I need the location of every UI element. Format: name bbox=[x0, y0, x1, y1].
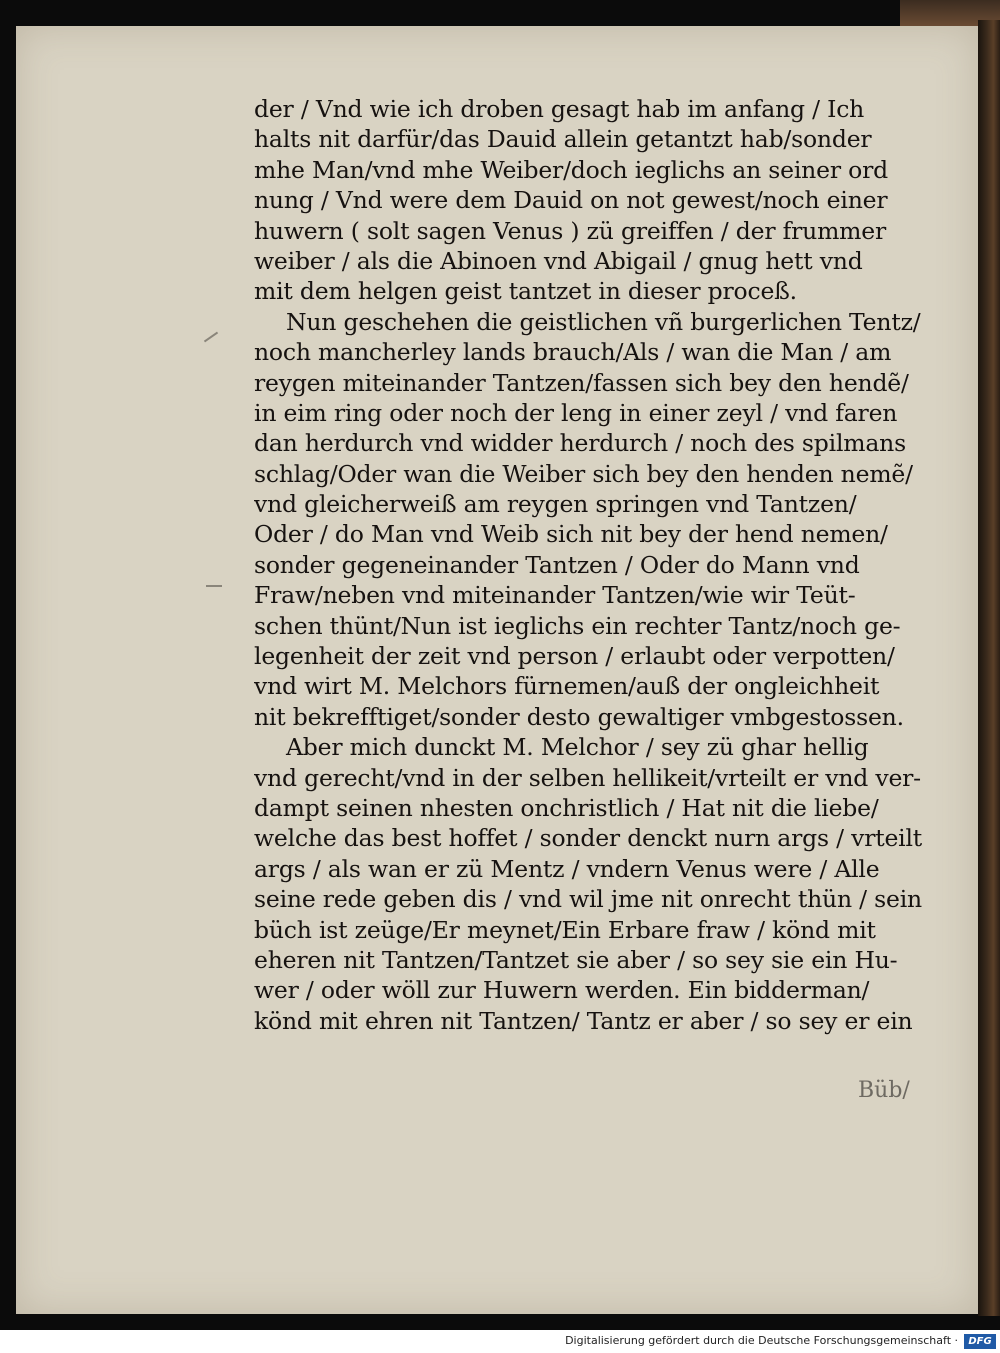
text-line: schen thünt/Nun ist ieglichs ein rechter Tantz/noch ge- bbox=[254, 611, 901, 640]
text-line: vnd gerecht/vnd in der selben hellikeit/vrteilt er vnd ver- bbox=[254, 763, 921, 792]
text-line: vnd gleicherweiß am reygen springen vnd Tantzen/ bbox=[254, 490, 857, 519]
text-line: könd mit ehren nit Tantzen/ Tantz er aber / so sey er ein bbox=[254, 1006, 913, 1035]
text-line: nit bekrefftiget/sonder desto gewaltiger vmbgestossen. bbox=[254, 702, 904, 731]
text-line: mhe Man/vnd mhe Weiber/doch ieglichs an seiner ord bbox=[254, 155, 888, 184]
text-line: der / Vnd wie ich droben gesagt hab im anfang / Ich bbox=[254, 95, 865, 123]
text-line: noch mancherley lands brauch/Als / wan die Man / am bbox=[254, 338, 892, 367]
text-line: reygen miteinander Tantzen/fassen sich bey den hendẽ/ bbox=[254, 368, 909, 397]
page-edge bbox=[978, 20, 1000, 1316]
catchword: Büb/ bbox=[858, 1078, 910, 1103]
text-line: dampt seinen nhesten onchristlich / Hat nit die liebe/ bbox=[254, 793, 879, 822]
text-line: halts nit darfür/das Dauid allein getantzt hab/sonder bbox=[254, 125, 872, 154]
text-line: mit dem helgen geist tantzet in dieser proceß. bbox=[254, 277, 797, 306]
text-line: weiber / als die Abinoen vnd Abigail / gnug hett vnd bbox=[254, 246, 863, 275]
text-line: sonder gegeneinander Tantzen / Oder do Mann vnd bbox=[254, 550, 860, 579]
dfg-logo-icon: DFG bbox=[964, 1334, 996, 1349]
text-line: Fraw/neben vnd miteinander Tantzen/wie wir Teüt- bbox=[254, 581, 856, 610]
footer-bar bbox=[0, 1330, 1000, 1353]
text-line: vnd wirt M. Melchors fürnemen/auß der ongleichheit bbox=[254, 672, 880, 701]
text-line: huwern ( solt sagen Venus ) zü greiffen / der frummer bbox=[254, 216, 887, 245]
page-text bbox=[254, 94, 944, 1036]
text-line: schlag/Oder wan die Weiber sich bey den henden nemẽ/ bbox=[254, 459, 913, 488]
text-line: legenheit der zeit vnd person / erlaubt oder verpotten/ bbox=[254, 642, 895, 671]
text-line: dan herdurch vnd widder herdurch / noch des spilmans bbox=[254, 429, 906, 458]
text-line: in eim ring oder noch der leng in einer zeyl / vnd faren bbox=[254, 398, 898, 427]
text-line: eheren nit Tantzen/Tantzet sie aber / so sey sie ein Hu- bbox=[254, 945, 898, 974]
text-line: welche das best hoffet / sonder denckt nurn args / vrteilt bbox=[254, 824, 923, 853]
text-line: büch ist zeüge/Er meynet/Ein Erbare fraw / könd mit bbox=[254, 915, 876, 944]
funding-credit: Digitalisierung gefördert durch die Deutsche Forschungsgemeinschaft · bbox=[565, 1334, 958, 1347]
text-line: args / als wan er zü Mentz / vndern Venus were / Alle bbox=[254, 854, 880, 883]
text-line: wer / oder wöll zur Huwern werden. Ein bidderman/ bbox=[254, 976, 870, 1005]
paragraph-start-line: Aber mich dunckt M. Melchor / sey zü ghar hellig bbox=[286, 733, 869, 762]
paragraph-start-line: Nun geschehen die geistlichen vñ burgerlichen Tentz/ bbox=[286, 307, 921, 336]
text-line: nung / Vnd were dem Dauid on not gewest/noch einer bbox=[254, 186, 888, 215]
margin-mark bbox=[206, 585, 222, 587]
text-line: seine rede geben dis / vnd wil jme nit onrecht thün / sein bbox=[254, 885, 922, 914]
text-line: Oder / do Man vnd Weib sich nit bey der hend nemen/ bbox=[254, 520, 888, 549]
